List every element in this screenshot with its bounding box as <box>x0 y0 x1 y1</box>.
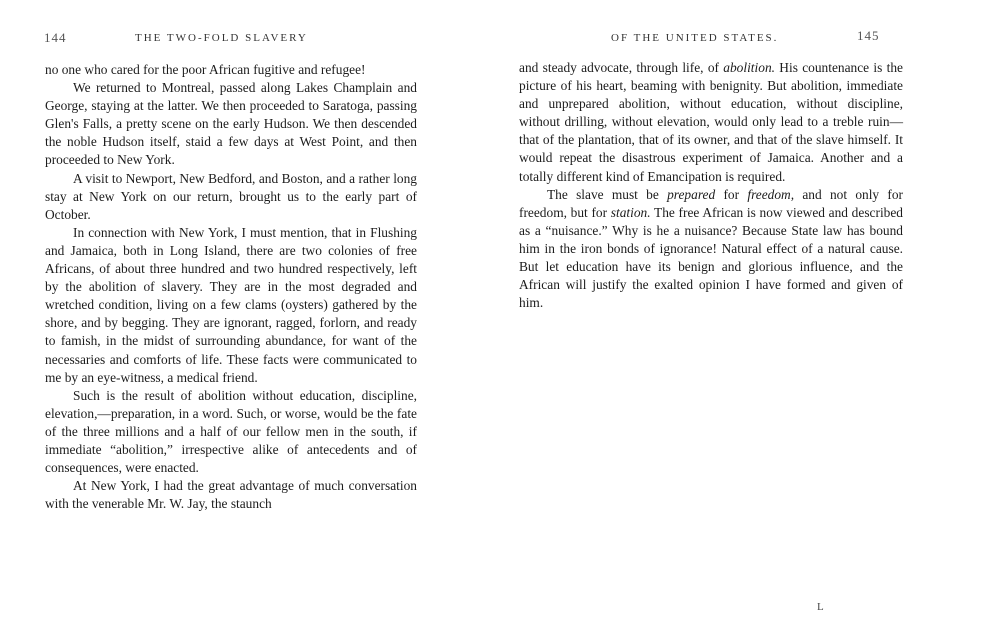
left-running-head: THE TWO-FOLD SLAVERY <box>135 32 308 44</box>
left-body-text <box>45 61 417 513</box>
right-p2-text-d: The free African is now viewed and described as a “nuisance.” Why is he a nuisance? Because State law has bound him in the iron bonds of ignorance! Natural effect of a natural cause. But let education have its benign and glorious influence, and the African will justify the exalted opinion I have formed and given of him. <box>519 204 903 311</box>
left-paragraph-3: A visit to Newport, New Bedford, and Boston, and a rather long stay at New York on our return, brought us to the early part of October. <box>45 170 417 222</box>
right-p1-emphasis: abolition. <box>723 60 775 75</box>
right-p2-emphasis-freedom: freedom, <box>747 186 795 202</box>
right-p2-text-c: and not only for freedom, but for <box>519 186 904 220</box>
right-paragraph-2 <box>519 186 903 313</box>
right-p2-emphasis-station: station. <box>610 204 651 220</box>
right-paragraph-1 <box>519 59 903 186</box>
right-page <box>470 0 1000 631</box>
right-p2-text-a: The slave must be <box>547 186 668 202</box>
left-paragraph-5: Such is the result of abolition without education, discipline, elevation,—preparation, in a word. Such, or worse, would be the fate of the three millions and a half of our fellow men in the south, if immediate “abolition,” irrespective alike of antecedents and of consequences, were enacted. <box>45 387 417 476</box>
right-p1-text-a: and steady advocate, through life, of <box>519 60 724 75</box>
signature-mark: L <box>817 601 824 613</box>
left-paragraph-6: At New York, I had the great advantage of much conversation with the venerable Mr. W. Jay, the staunch <box>45 478 417 512</box>
right-p2-emphasis-prepared: prepared <box>667 186 716 202</box>
left-paragraph-2: We returned to Montreal, passed along Lakes Champlain and George, staying at the latter. We then proceeded to Saratoga, passing Glen's Falls, a pretty scene on the early Hudson. We then descended the noble Hudson itself, staid a few days at West Point, and then proceeded to New York. <box>45 80 417 168</box>
right-body-text <box>519 59 903 312</box>
left-page <box>0 0 470 631</box>
right-p2-text-b: for <box>715 186 748 202</box>
right-running-head: OF THE UNITED STATES. <box>611 32 779 44</box>
left-page-number: 144 <box>44 30 67 45</box>
left-paragraph-1: no one who cared for the poor African fugitive and refugee! <box>45 62 366 77</box>
left-paragraph-4: In connection with New York, I must mention, that in Flushing and Jamaica, both in Long Island, there are two colonies of free Africans, of about three hundred and two hundred respectively, left by the abolition of slavery. They are in the most degraded and wretched condition, living on a few clams (oysters) gathered by the shore, and by begging. They are ignorant, ragged, forlorn, and ready to famish, in the midst of surrounding abundance, for want of the necessaries and comforts of life. These facts were communicated to me by an eye-witness, a medical friend. <box>45 224 417 385</box>
right-page-number: 145 <box>857 28 880 43</box>
right-p1-text-b: His countenance is the picture of his heart, beaming with benignity. But abolition, immediate and unprepared abolition, without education, without discipline, without drilling, without elevation, would only lead to a treble ruin—that of the plantation, that of its owner, and that of the slave himself. It would repeat the disastrous experiment of Jamaica. Another and a totally different kind of Emancipation is required. <box>519 60 904 184</box>
